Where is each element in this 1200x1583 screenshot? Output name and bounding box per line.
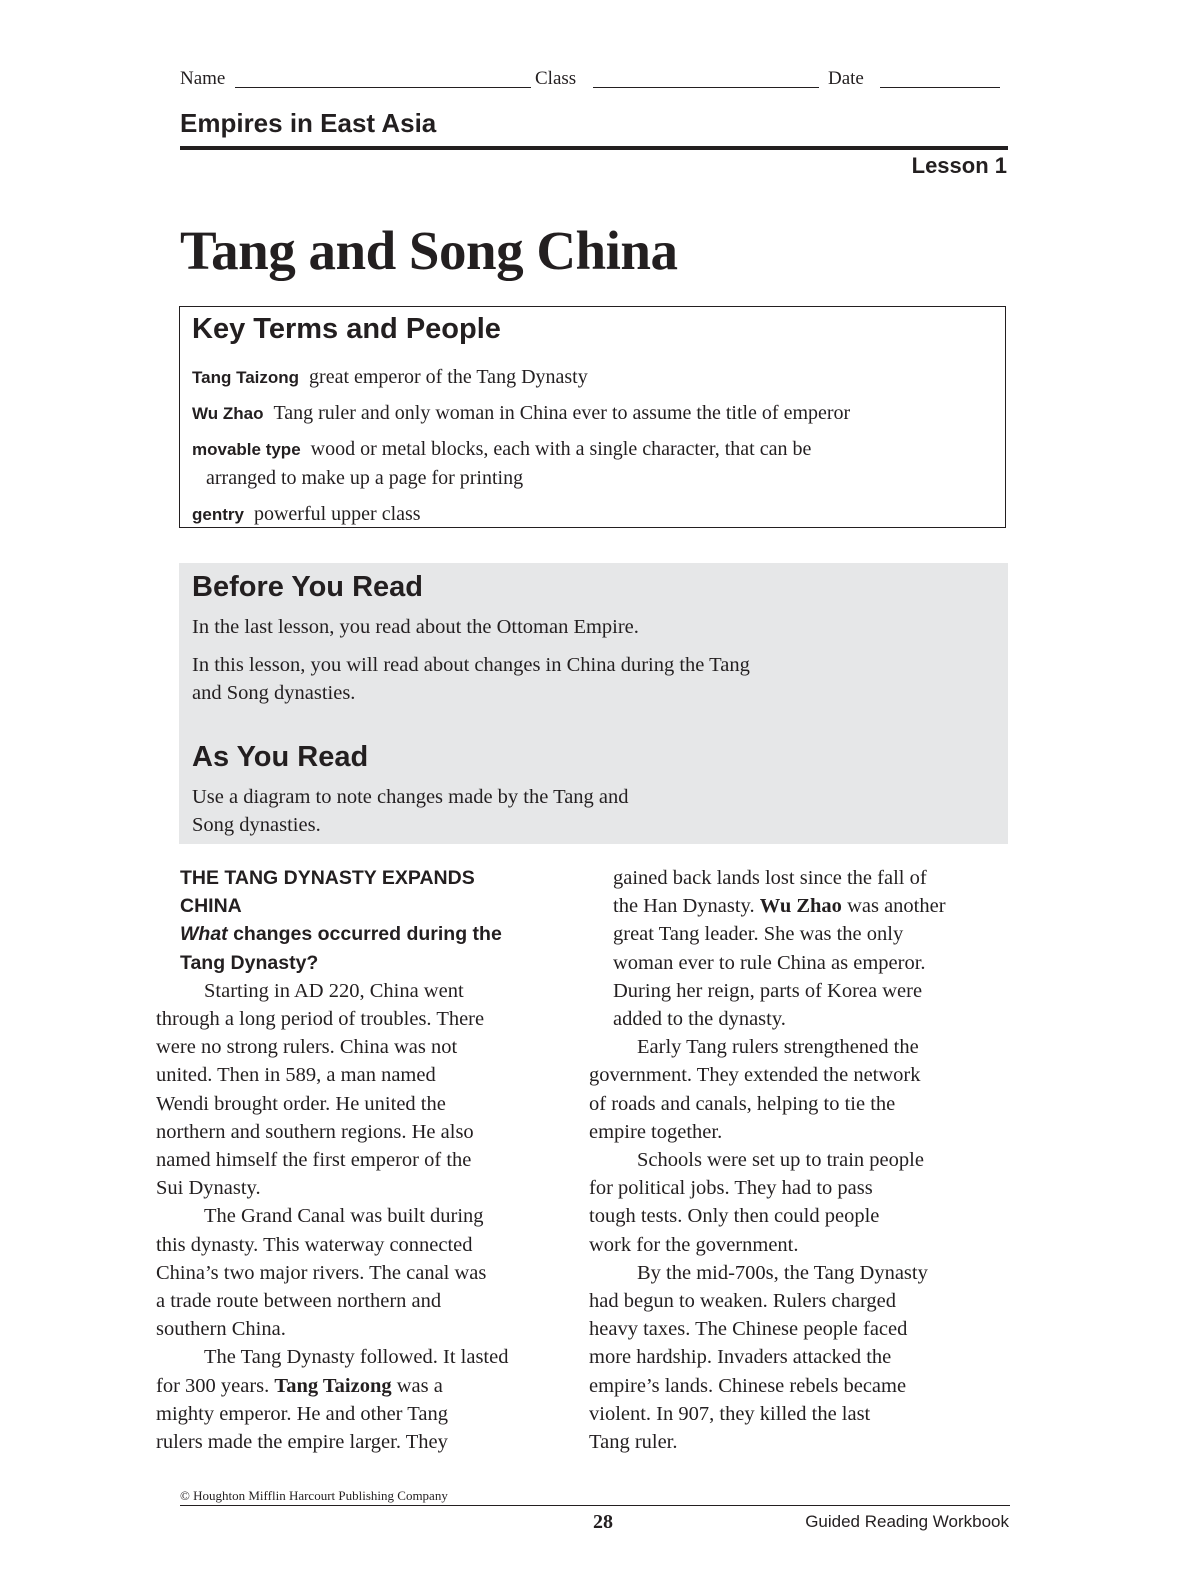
key-term-item: [192, 500, 992, 529]
text-line: By the mid-700s, the Tang Dynasty: [637, 1261, 928, 1284]
name-label: Name: [180, 68, 226, 89]
key-term-definition: great emperor of the Tang Dynasty: [309, 366, 588, 388]
page-number: 28: [593, 1511, 613, 1533]
text-line: the Han Dynasty.: [613, 895, 755, 918]
section-heading-line: THE TANG DYNASTY EXPANDS: [180, 867, 475, 889]
text-line: Schools were set up to train people: [637, 1149, 924, 1172]
text-line: were no strong rulers. China was not: [156, 1036, 458, 1059]
text-line: more hardship. Invaders attacked the: [589, 1346, 892, 1369]
text-line: Use a diagram to note changes made by the Tang and: [192, 786, 629, 808]
paragraph: [613, 864, 1013, 1033]
key-term-definition: powerful upper class: [253, 503, 421, 525]
text-fragment: was a: [391, 1374, 443, 1397]
text-line: empire’s lands. Chinese rebels became: [589, 1374, 907, 1397]
text-line: heavy taxes. The Chinese people faced: [589, 1318, 908, 1341]
paragraph: [589, 1259, 1013, 1456]
text-line: government. They extended the network: [589, 1064, 921, 1087]
text-line: woman ever to rule China as emperor.: [613, 951, 926, 974]
text-line: The Grand Canal was built during: [204, 1205, 484, 1228]
text-line: had begun to weaken. Rulers charged: [589, 1290, 897, 1313]
key-term: Wu Zhao: [192, 404, 264, 423]
key-terms-box: [179, 306, 1006, 528]
text-line: In this lesson, you will read about changes in China during the Tang: [192, 654, 750, 676]
section-question: Tang Dynasty?: [180, 951, 319, 974]
chapter-title: Empires in East Asia: [180, 108, 437, 138]
header-divider: [180, 146, 1008, 150]
key-term-definition: Tang ruler and only woman in China ever to assume the title of emperor: [273, 402, 851, 424]
text-line: a trade route between northern and: [156, 1290, 442, 1313]
text-line: Tang ruler.: [589, 1431, 678, 1454]
section-heading-line: CHINA: [180, 895, 242, 918]
text-line: violent. In 907, they killed the last: [589, 1402, 871, 1425]
before-you-read-heading: Before You Read: [192, 571, 423, 603]
text-line: China’s two major rivers. The canal was: [156, 1261, 487, 1284]
right-column: [589, 864, 1013, 1456]
reading-guide-box: [179, 563, 1008, 844]
text-line: gained back lands lost since the fall of: [613, 867, 927, 889]
section-question-em: What: [180, 923, 228, 946]
text-line: northern and southern regions. He also: [156, 1120, 474, 1143]
left-column: [156, 864, 580, 1456]
key-terms-heading: Key Terms and People: [192, 313, 501, 345]
text-line: this dynasty. This waterway connected: [156, 1233, 473, 1256]
text-line: empire together.: [589, 1120, 723, 1143]
date-label: Date: [828, 68, 864, 89]
text-line: Song dynasties.: [192, 814, 321, 836]
before-you-read-text: In the last lesson, you read about the Ottoman Empire.: [192, 616, 639, 638]
key-term-definition: wood or metal blocks, each with a single character, that can be: [310, 438, 812, 460]
key-term: movable type: [192, 440, 301, 459]
section-question: changes occurred during the: [227, 923, 502, 946]
text-line: Early Tang rulers strengthened the: [637, 1036, 919, 1059]
text-line: and Song dynasties.: [192, 682, 356, 704]
paragraph: [156, 977, 580, 1203]
text-line: for political jobs. They had to pass: [589, 1177, 873, 1200]
text-line: Starting in AD 220, China went: [204, 979, 464, 1002]
text-line: added to the dynasty.: [613, 1008, 786, 1031]
key-term-item: [192, 435, 992, 492]
name-line[interactable]: [235, 87, 531, 88]
key-term-item: [192, 363, 992, 392]
section-heading: [180, 864, 580, 977]
text-line: Sui Dynasty.: [156, 1177, 261, 1200]
text-line: through a long period of troubles. There: [156, 1008, 485, 1031]
paragraph: [156, 1202, 580, 1343]
text-line: united. Then in 589, a man named: [156, 1064, 436, 1087]
as-you-read-heading: As You Read: [192, 741, 369, 773]
text-line: of roads and canals, helping to tie the: [589, 1092, 896, 1115]
text-line: work for the government.: [589, 1233, 799, 1256]
text-line: rulers made the empire larger. They: [156, 1431, 448, 1454]
paragraph: [589, 1033, 1013, 1146]
lesson-label: Lesson 1: [911, 153, 1007, 178]
key-term-inline: Tang Taizong: [274, 1374, 392, 1397]
text-line: tough tests. Only then could people: [589, 1205, 880, 1228]
text-fragment: was another: [841, 895, 946, 918]
student-info-fields: [180, 68, 1005, 92]
date-line[interactable]: [880, 87, 1000, 88]
text-line: During her reign, parts of Korea were: [613, 979, 923, 1002]
text-line: mighty emperor. He and other Tang: [156, 1402, 448, 1425]
text-line: named himself the first emperor of the: [156, 1149, 472, 1172]
paragraph: [156, 1343, 580, 1456]
as-you-read-text: [192, 783, 872, 839]
copyright-notice: © Houghton Mifflin Harcourt Publishing Company: [180, 1488, 448, 1503]
page-title: Tang and Song China: [180, 220, 678, 281]
text-line: Wendi brought order. He united the: [156, 1092, 446, 1115]
text-line: southern China.: [156, 1318, 286, 1341]
key-term-item: [192, 399, 992, 428]
class-line[interactable]: [593, 87, 819, 88]
class-label: Class: [535, 68, 577, 89]
workbook-title: Guided Reading Workbook: [805, 1512, 1009, 1531]
text-line: for 300 years.: [156, 1374, 270, 1397]
paragraph: [589, 1146, 1013, 1259]
key-term: gentry: [192, 505, 244, 524]
before-you-read-text: [192, 651, 872, 707]
text-line: The Tang Dynasty followed. It lasted: [204, 1346, 509, 1369]
key-term-definition-continued: arranged to make up a page for printing: [206, 467, 524, 489]
key-term: Tang Taizong: [192, 368, 300, 387]
text-line: great Tang leader. She was the only: [613, 923, 904, 946]
key-term-inline: Wu Zhao: [759, 895, 842, 918]
footer-divider: [180, 1505, 1010, 1506]
